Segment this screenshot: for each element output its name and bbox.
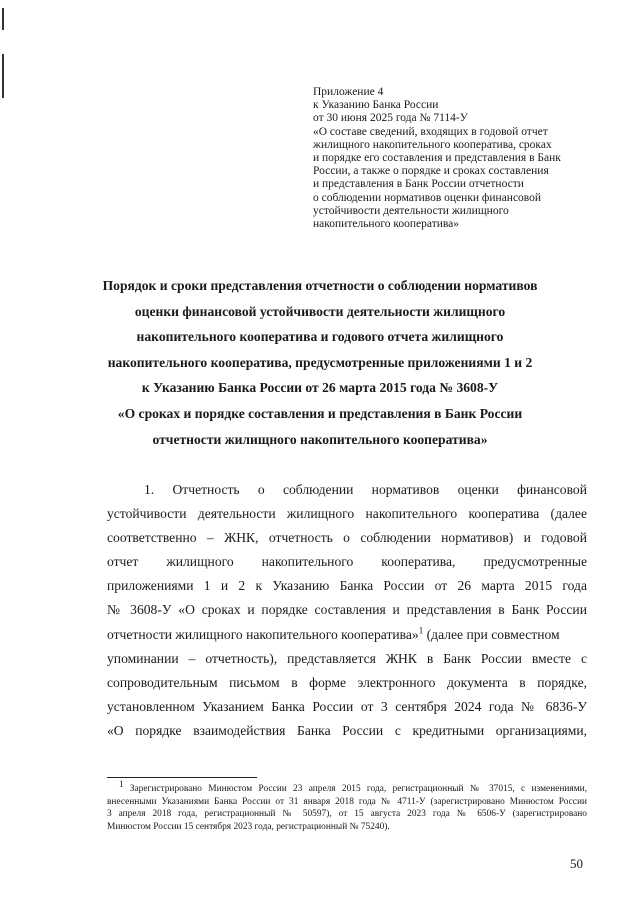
footnote-separator	[107, 777, 257, 778]
body-line: № 3608-У «О сроках и порядке составления и представления в Банк России	[107, 602, 587, 618]
title-line: Порядок и сроки представления отчетности о соблюдении нормативов	[102, 278, 538, 293]
title-line: оценки финансовой устойчивости деятельности жилищного	[134, 303, 506, 319]
body-line: отчет жилищного накопительного кооператива, предусмотренные	[107, 554, 587, 570]
body-line: сопроводительным письмом в форме электронного документа в порядке,	[107, 674, 587, 690]
footnote-reference[interactable]: 1	[418, 625, 424, 636]
appendix-line: о соблюдении нормативов оценки финансовой	[313, 191, 542, 204]
appendix-line: «О составе сведений, входящих в годовой отчет	[313, 125, 548, 138]
title-line: к Указанию Банка России от 26 марта 2015 года № 3608-У	[141, 380, 499, 396]
footnote-line: внесенными Указаниями Банка России от 31 января 2018 года № 4711-У (зарегистрировано Минюстом России	[107, 796, 587, 807]
appendix-line: от 30 июня 2025 года № 7114-У	[313, 112, 468, 125]
body-line: «О порядке взаимодействия Банка России с кредитными организациями,	[107, 722, 587, 738]
appendix-line: России, а также о порядке и сроках составления	[313, 165, 549, 178]
footnote	[107, 778, 588, 833]
body-line: упоминании – отчетность), представляется ЖНК в Банк России вместе с	[107, 650, 587, 666]
title-line: «О сроках и порядке составления и представления в Банк России	[117, 405, 523, 421]
footnote-line	[107, 778, 588, 796]
scan-edge-mark-top	[2, 8, 4, 30]
footnote-mark: 1	[119, 778, 124, 789]
body-line-tail: (далее при совместном	[423, 626, 560, 642]
title-line: накопительного кооператива, предусмотренные приложениями 1 и 2	[107, 354, 533, 370]
body-line: приложениями 1 и 2 к Указанию Банка России от 26 марта 2015 года	[107, 578, 587, 594]
document-title	[92, 273, 548, 452]
scan-edge-mark-bottom	[2, 54, 4, 98]
body-line: устойчивости деятельности жилищного накопительного кооператива (далее	[107, 506, 587, 522]
footnote-line: 3 апреля 2018 года, регистрационный № 50597), от 15 августа 2023 года № 6506-У (зарегистрировано	[107, 809, 587, 820]
appendix-line: устойчивости деятельности жилищного	[313, 204, 509, 217]
body-paragraph	[107, 478, 587, 743]
title-line: отчетности жилищного накопительного кооператива»	[152, 431, 488, 447]
appendix-line: к Указанию Банка России	[313, 99, 439, 112]
body-line-text: отчетности жилищного накопительного кооператива»	[107, 626, 419, 642]
footnote-line: Минюстом России 15 сентября 2023 года, регистрационный № 75240).	[107, 821, 390, 832]
body-line-with-footnote	[107, 623, 587, 647]
page-number: 50	[570, 856, 583, 871]
body-line: соответственно – ЖНК, отчетность о соблюдении нормативов) и годовой	[107, 530, 587, 546]
footnote-line-text: Зарегистрировано Минюстом России 23 апреля 2015 года, регистрационный № 37015, с изменениями,	[129, 784, 588, 794]
appendix-line: и представления в Банк России отчетности	[313, 178, 524, 191]
title-line: накопительного кооператива и годового отчета жилищного	[136, 329, 504, 345]
appendix-line: жилищного накопительного кооператива, сроках	[313, 138, 552, 151]
appendix-header	[313, 86, 593, 231]
body-line: 1. Отчетность о соблюдении нормативов оценки финансовой	[144, 482, 587, 497]
appendix-line: Приложение 4	[313, 86, 384, 98]
appendix-line: накопительного кооператива»	[313, 218, 460, 231]
body-line: установленном Указанием Банка России от 3 сентября 2024 года № 6836-У	[107, 698, 587, 714]
appendix-line: и порядке его составления и представления в Банк	[313, 152, 561, 165]
